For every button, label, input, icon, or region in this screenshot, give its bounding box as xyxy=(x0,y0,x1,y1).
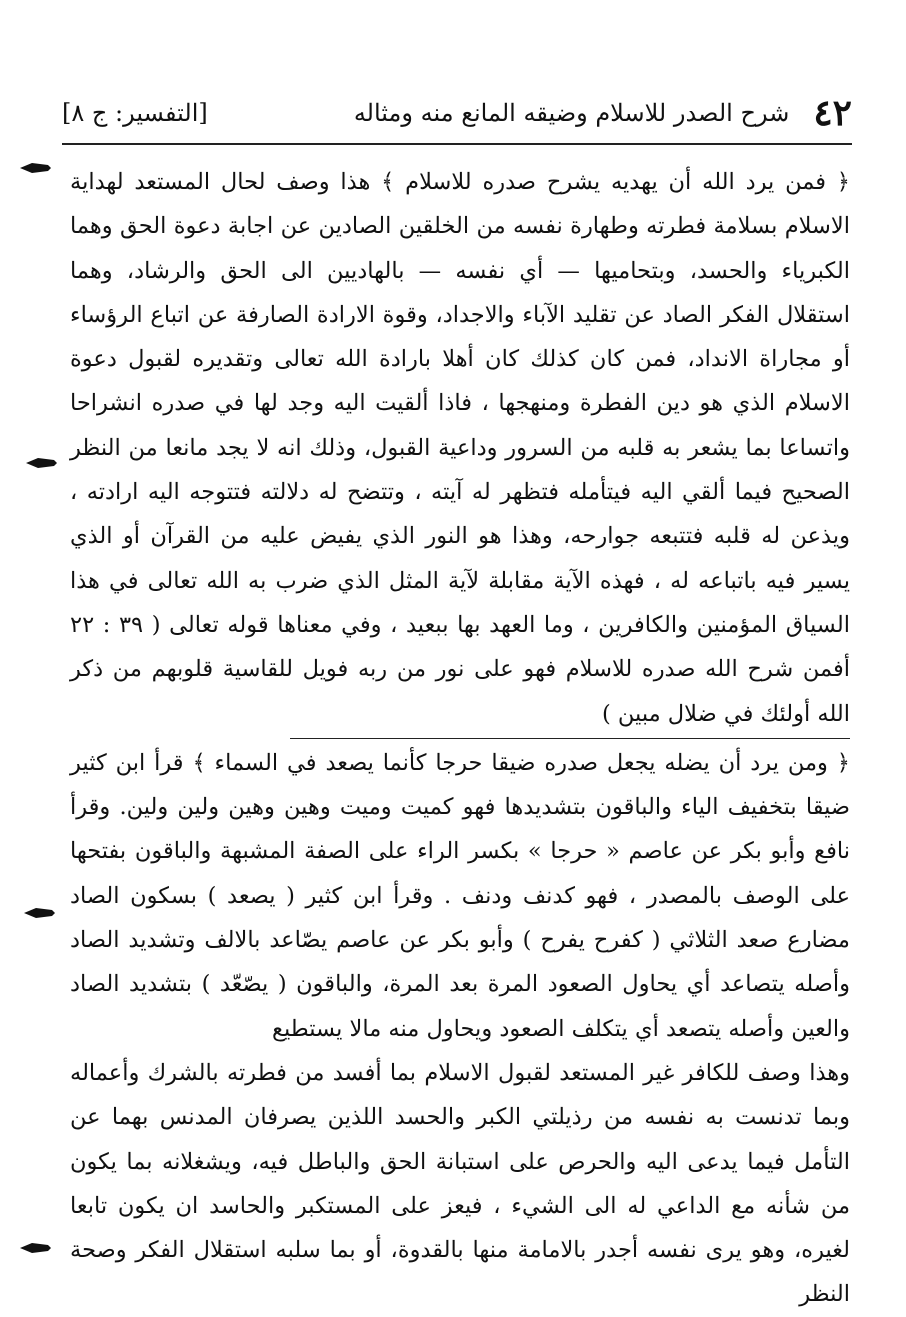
section-divider xyxy=(290,738,850,739)
page-header xyxy=(62,88,852,138)
paragraph-description-disbeliever: وهذا وصف للكافر غير المستعد لقبول الاسلام بما أفسد من فطرته بالشرك وأعماله وبما تدنست به نفسه من رذيلتي الكبر والحسد اللذين يصرفان المدنس بهما عن التأمل فيما يدعى اليه والحرص على استبانة الحق والباطل فيه، ويشغلانه بما يكون من شأنه مع الداعي له الى الشيء ، فيعز على المستكبر والحاسد ان يكون تابعا لغيره، وهو يرى نفسه أجدر بالامامة منها بالقدوة، أو بما سلبه استقلال الفكر وصحة النظر xyxy=(70,1059,850,1308)
paragraph-verse-misguidance: ﴿ ومن يرد أن يضله يجعل صدره ضيقا حرجا كأنما يصعد في السماء ﴾ قرأ ابن كثير ضيقا بتخفيف الياء والباقون بتشديدها فهو كميت وميت وهين وهين ولين ولين. وقرأ نافع وأبو بكر عن عاصم « حرجا » بكسر الراء على الصفة المشبهة والباقون بفتحها على الوصف بالمصدر ، فهو كدنف ودنف . وقرأ ابن كثير ( يصعد ) بسكون الصاد مضارع صعد الثلاثي ( كفرح يفرح ) وأبو بكر عن عاصم يصّاعد بالالف وتشديد الصاد وأصله يتصاعد أي يحاول الصعود المرة بعد المرة، والباقون ( يصّعّد ) بتشديد الصاد والعين وأصله يتصعد أي يتكلف الصعود ويحاول منه مالا يستطيع xyxy=(70,749,850,1042)
header-rule xyxy=(62,143,852,145)
hand-pointer-icon xyxy=(18,1240,52,1256)
series-label: [التفسير: ج ٨] xyxy=(62,99,208,127)
page-number: ٤٢ xyxy=(813,92,852,134)
running-title: شرح الصدر للاسلام وضيقه المانع منه ومثاله xyxy=(353,99,790,127)
paragraph-verse-guidance: ﴿ فمن يرد الله أن يهديه يشرح صدره للاسلام ﴾ هذا وصف لحال المستعد لهداية الاسلام بسلامة فطرته وطهارة نفسه من الخلقين الصادين عن اجابة دعوة الحق وهما الكبرياء والحسد، وبتحاميها — أي نفسه — بالهاديين الى الحق والرشاد، وهما استقلال الفكر الصاد عن تقليد الآباء والاجداد، وقوة الارادة الصارفة عن اتباع الرؤساء أو مجاراة الانداد، فمن كان كذلك كان أهلا بارادة الله تعالى وتقديره لقبول دعوة الاسلام الذي هو دين الفطرة ومنهجها ، فاذا ألقيت اليه وجد لها في صدره انشراحا واتساعا بما يشعر به قلبه من السرور وداعية القبول، وذلك انه لا يجد مانعا من النظر الصحيح فيما ألقي اليه فيتأمله فتظهر له آيته ، وتتضح له دلالته فتتوجه اليه ارادته ، ويذعن له قلبه فتتبعه جوارحه، وهذا هو النور الذي يفيض عليه من القرآن أو الذي يسير فيه باتباعه له ، فهذه الآية مقابلة لآية المثل الذي ضرب به الله تعالى في هذا السياق المؤمنين والكافرين ، وما العهد بها ببعيد ، وفي معناها قوله تعالى ( ٣٩ : ٢٢ أفمن شرح الله صدره للاسلام فهو على نور من ربه فويل للقاسية قلوبهم من ذكر الله أولئك في ضلال مبين ) xyxy=(70,169,850,727)
hand-pointer-icon xyxy=(24,455,58,471)
hand-pointer-icon xyxy=(18,160,52,176)
hand-pointer-icon xyxy=(22,905,56,921)
page-body xyxy=(70,160,850,1317)
